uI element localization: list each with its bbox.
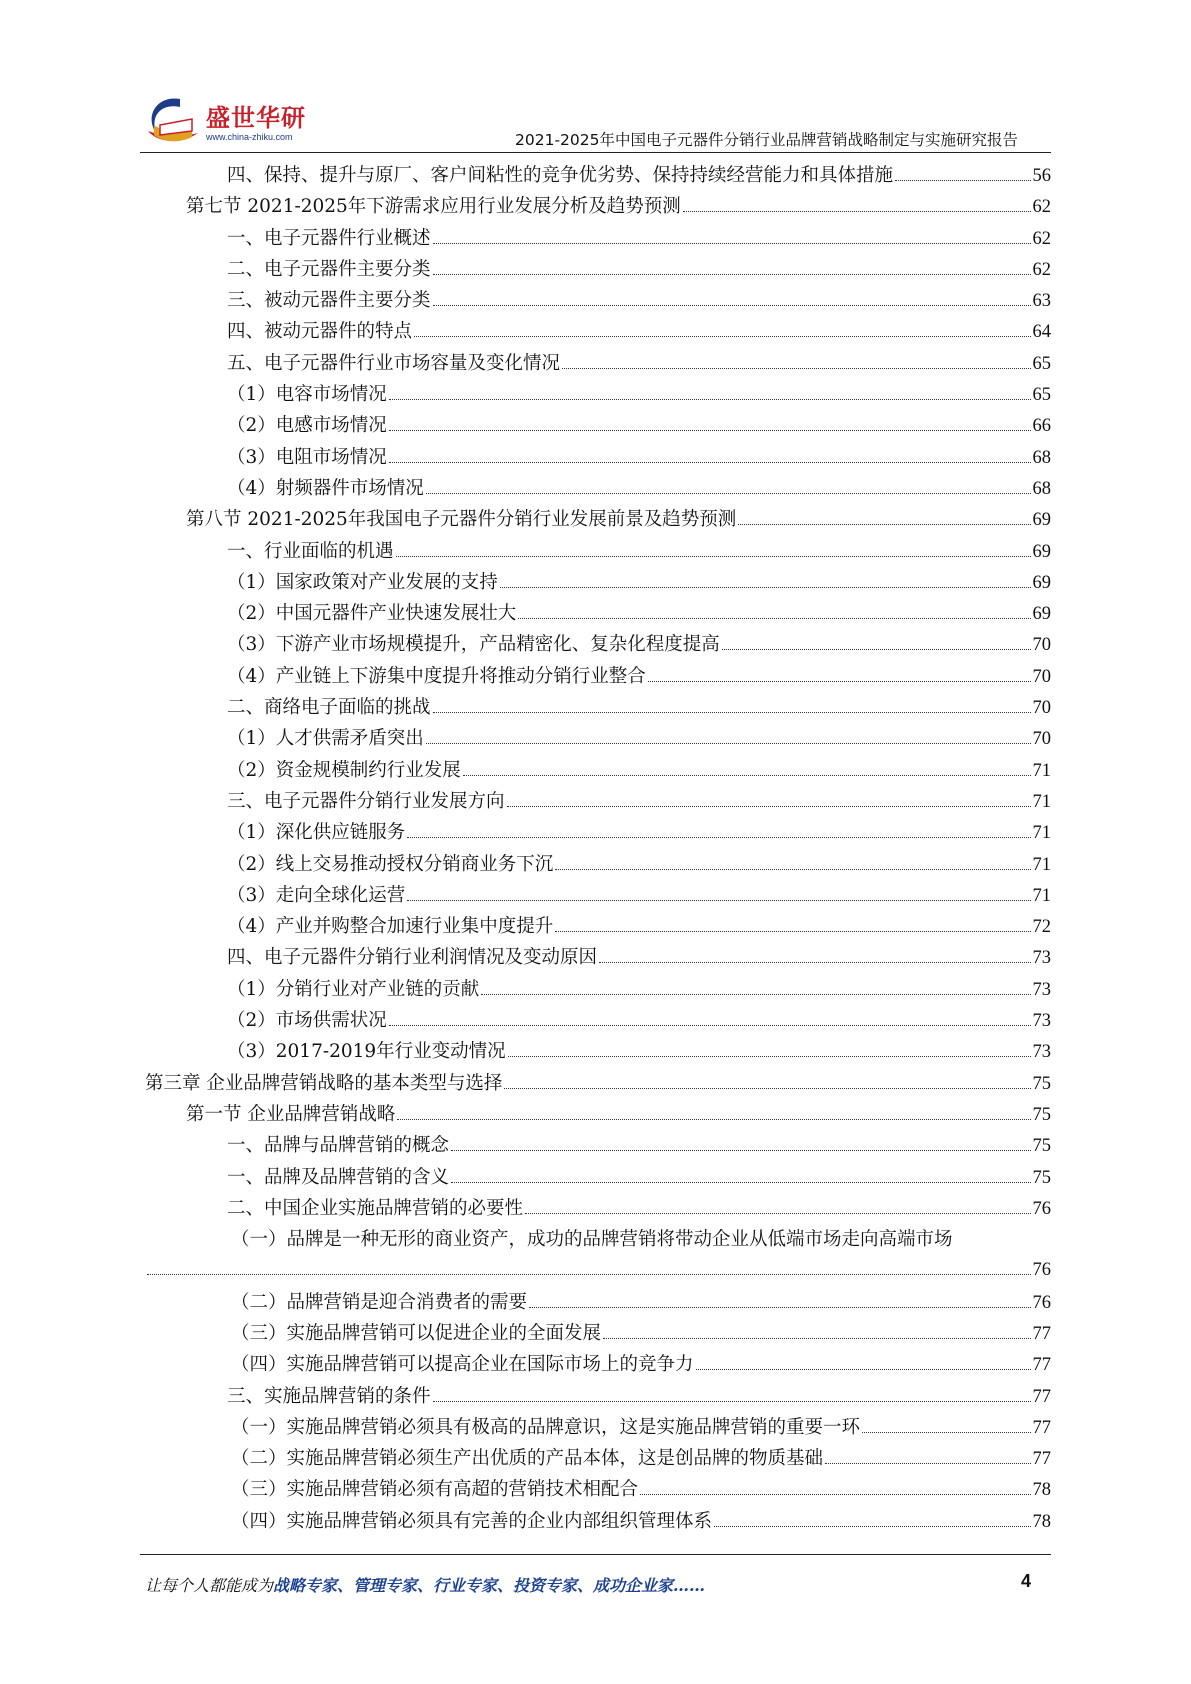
- toc-entry[interactable]: [145, 598, 1051, 629]
- toc-entry-label: （三）实施品牌营销可以促进企业的全面发展: [231, 1322, 602, 1344]
- toc-entry-label: 第八节 2021-2025年我国电子元器件分销行业发展前景及趋势预测: [186, 509, 737, 531]
- toc-entry[interactable]: [145, 316, 1051, 347]
- toc-page-number: 70: [1032, 698, 1051, 719]
- toc-entry-label: （2）资金规模制约行业发展: [227, 759, 461, 781]
- toc-leader-dots: [599, 961, 1030, 963]
- toc-page-number: 77: [1032, 1323, 1051, 1344]
- toc-page-number: 65: [1032, 353, 1051, 374]
- toc-leader-dots: [508, 1055, 1031, 1057]
- toc-entry[interactable]: [145, 1130, 1051, 1161]
- toc-entry-label: （4）产业并购整合加速行业集中度提升: [227, 916, 554, 938]
- toc-page-number: 64: [1032, 322, 1051, 343]
- toc-leader-dots: [529, 1306, 1030, 1308]
- toc-leader-dots: [640, 1493, 1030, 1495]
- toc-leader-dots: [397, 1118, 1030, 1120]
- toc-page-number: 71: [1032, 791, 1051, 812]
- toc-entry-label: （四）实施品牌营销必须具有完善的企业内部组织管理体系: [231, 1510, 713, 1532]
- toc-entry[interactable]: [145, 692, 1051, 723]
- toc-page-number: 76: [1032, 1260, 1051, 1281]
- toc-entry-label: （3）2017-2019年行业变动情况: [227, 1041, 506, 1063]
- toc-entry[interactable]: [145, 285, 1051, 316]
- toc-entry[interactable]: [145, 974, 1051, 1005]
- toc-entry-label: 五、电子元器件行业市场容量及变化情况: [227, 352, 561, 374]
- toc-entry-label: 二、商络电子面临的挑战: [227, 697, 431, 719]
- toc-page-number: 77: [1032, 1449, 1051, 1470]
- toc-page-number: 75: [1032, 1104, 1051, 1125]
- toc-page-number: 68: [1032, 447, 1051, 468]
- toc-entry[interactable]: [145, 254, 1051, 285]
- toc-page-number: 71: [1032, 885, 1051, 906]
- toc-page-number: 73: [1032, 1042, 1051, 1063]
- toc-leader-dots: [389, 429, 1031, 431]
- toc-leader-dots: [525, 1212, 1030, 1214]
- toc-entry[interactable]: [145, 1193, 1051, 1224]
- toc-leader-dots: [518, 617, 1030, 619]
- toc-entry-label: （2）市场供需状况: [227, 1010, 387, 1032]
- page-number: 4: [1020, 1571, 1031, 1591]
- toc-leader-dots: [396, 555, 1031, 557]
- toc-entry[interactable]: [145, 442, 1051, 473]
- toc-entry-label: （4）产业链上下游集中度提升将推动分销行业整合: [227, 665, 646, 687]
- toc-entry[interactable]: [145, 1099, 1051, 1130]
- toc-entry[interactable]: [145, 410, 1051, 441]
- toc-page-number: 69: [1032, 604, 1051, 625]
- header-divider: [140, 152, 1051, 153]
- toc-entry[interactable]: [145, 1162, 1051, 1193]
- toc-entry-label[interactable]: （一）品牌是一种无形的商业资产，成功的品牌营销将带动企业从低端市场走向高端市场: [231, 1229, 953, 1251]
- toc-leader-dots: [714, 1525, 1030, 1527]
- toc-page-number: 69: [1032, 541, 1051, 562]
- toc-leader-dots: [451, 1181, 1030, 1183]
- toc-entry-label: （2）电感市场情况: [227, 415, 387, 437]
- toc-leader-dots: [696, 1368, 1031, 1370]
- toc-entry[interactable]: [145, 379, 1051, 410]
- toc-leader-dots: [555, 868, 1030, 870]
- footer-divider: [140, 1554, 1051, 1555]
- toc-page-number: 70: [1032, 666, 1051, 687]
- toc-leader-dots: [426, 742, 1031, 744]
- toc-page-number: 65: [1032, 385, 1051, 406]
- toc-entry[interactable]: [145, 223, 1051, 254]
- toc-leader-dots: [433, 273, 1031, 275]
- toc-entry[interactable]: [145, 661, 1051, 692]
- toc-entry-label: 一、电子元器件行业概述: [227, 227, 431, 249]
- toc-entry[interactable]: [145, 1349, 1051, 1380]
- toc-leader-dots: [507, 805, 1031, 807]
- toc-entry-label: （1）分销行业对产业链的贡献: [227, 978, 480, 1000]
- toc-page-number: 72: [1032, 917, 1051, 938]
- toc-entry[interactable]: [145, 348, 1051, 379]
- toc-page-number: 71: [1032, 760, 1051, 781]
- toc-page-number: 73: [1032, 948, 1051, 969]
- toc-entry[interactable]: [145, 849, 1051, 880]
- toc-entry-label: （二）实施品牌营销必须生产出优质的产品本体，这是创品牌的物质基础: [231, 1448, 824, 1470]
- toc-page-number: 75: [1032, 1167, 1051, 1188]
- toc-page-number: 78: [1032, 1511, 1051, 1532]
- toc-entry-label: （2）中国元器件产业快速发展壮大: [227, 603, 517, 625]
- toc-leader-dots: [433, 304, 1031, 306]
- toc-leader-dots: [562, 367, 1030, 369]
- toc-entry[interactable]: [145, 880, 1051, 911]
- toc-entry[interactable]: [145, 1412, 1051, 1443]
- toc-page-number: 62: [1032, 259, 1051, 280]
- toc-entry-label: 二、电子元器件主要分类: [227, 258, 431, 280]
- toc-page-number: 66: [1032, 416, 1051, 437]
- logo-text: 盛世华研: [206, 104, 306, 132]
- toc-entry-label: （3）走向全球化运营: [227, 884, 406, 906]
- toc-page-number: 68: [1032, 478, 1051, 499]
- toc-page-number: 75: [1032, 1136, 1051, 1157]
- toc-page-number: 73: [1032, 1011, 1051, 1032]
- toc-entry[interactable]: [145, 1255, 1051, 1286]
- toc-entry[interactable]: [145, 755, 1051, 786]
- toc-page-number: 73: [1032, 979, 1051, 1000]
- toc-leader-dots: [414, 335, 1030, 337]
- toc-page-number: 62: [1032, 228, 1051, 249]
- toc-entry-label: 一、品牌与品牌营销的概念: [227, 1135, 450, 1157]
- toc-leader-dots: [433, 711, 1031, 713]
- toc-entry-label: （1）深化供应链服务: [227, 822, 406, 844]
- toc-entry[interactable]: [145, 536, 1051, 567]
- toc-entry-label: （4）射频器件市场情况: [227, 477, 424, 499]
- toc-entry-label: （3）电阻市场情况: [227, 446, 387, 468]
- toc-entry[interactable]: [145, 911, 1051, 942]
- toc-page-number: 76: [1032, 1292, 1051, 1313]
- toc-entry-label: （二）品牌营销是迎合消费者的需要: [231, 1291, 528, 1313]
- toc-page-number: 56: [1032, 166, 1051, 186]
- toc-leader-dots: [895, 179, 1030, 181]
- toc-leader-dots: [481, 993, 1030, 995]
- toc-entry-label: 第一节 企业品牌营销战略: [186, 1103, 396, 1125]
- toc-entry[interactable]: [145, 1506, 1051, 1537]
- toc-entry-label: （1）人才供需矛盾突出: [227, 728, 424, 750]
- table-of-contents: [145, 160, 1051, 1537]
- toc-leader-dots: [389, 461, 1031, 463]
- toc-leader-dots: [862, 1431, 1030, 1433]
- toc-entry-label: （三）实施品牌营销必须有高超的营销技术相配合: [231, 1479, 639, 1501]
- toc-entry[interactable]: [145, 191, 1051, 222]
- toc-leader-dots: [407, 899, 1030, 901]
- toc-page-number: 70: [1032, 635, 1051, 656]
- toc-entry[interactable]: [145, 567, 1051, 598]
- toc-page-number: 77: [1032, 1386, 1051, 1407]
- toc-leader-dots: [722, 648, 1031, 650]
- toc-page-number: 75: [1032, 1073, 1051, 1094]
- toc-entry[interactable]: [145, 1474, 1051, 1505]
- toc-entry-label: （1）国家政策对产业发展的支持: [227, 571, 498, 593]
- toc-entry[interactable]: [145, 1318, 1051, 1349]
- toc-entry[interactable]: [145, 1443, 1051, 1474]
- toc-entry-label: 第三章 企业品牌营销战略的基本类型与选择: [145, 1072, 503, 1094]
- toc-entry[interactable]: [145, 1005, 1051, 1036]
- toc-entry[interactable]: [145, 1287, 1051, 1318]
- toc-entry-label: 三、被动元器件主要分类: [227, 290, 431, 312]
- toc-entry[interactable]: [145, 504, 1051, 535]
- toc-entry[interactable]: [145, 1036, 1051, 1067]
- toc-entry[interactable]: [145, 723, 1051, 754]
- toc-entry-label: （2）线上交易推动授权分销商业务下沉: [227, 853, 554, 875]
- toc-leader-dots: [683, 210, 1031, 212]
- toc-entry-label: 一、行业面临的机遇: [227, 540, 394, 562]
- toc-leader-dots: [147, 1273, 1031, 1275]
- toc-entry[interactable]: [145, 942, 1051, 973]
- logo-url: www.china-zhiku.com: [206, 132, 293, 142]
- toc-page-number: 71: [1032, 854, 1051, 875]
- toc-entry-label: （1）电容市场情况: [227, 384, 387, 406]
- toc-leader-dots: [433, 242, 1031, 244]
- toc-page-number: 62: [1032, 197, 1051, 218]
- toc-page-number: 76: [1032, 1198, 1051, 1219]
- toc-leader-dots: [504, 1087, 1030, 1089]
- toc-entry[interactable]: [145, 1068, 1051, 1099]
- toc-page-number: 77: [1032, 1355, 1051, 1376]
- toc-leader-dots: [433, 1400, 1031, 1402]
- toc-entry[interactable]: [145, 473, 1051, 504]
- toc-entry-label: 四、保持、提升与原厂、客户间粘性的竞争优劣势、保持持续经营能力和具体措施: [227, 165, 894, 186]
- toc-entry-label: 四、被动元器件的特点: [227, 321, 413, 343]
- toc-entry[interactable]: [145, 817, 1051, 848]
- toc-entry[interactable]: [145, 160, 1051, 191]
- toc-leader-dots: [389, 1024, 1031, 1026]
- toc-leader-dots: [407, 836, 1030, 838]
- toc-leader-dots: [426, 492, 1031, 494]
- toc-entry-label: （一）实施品牌营销必须具有极高的品牌意识，这是实施品牌营销的重要一环: [231, 1416, 861, 1438]
- toc-page-number: 63: [1032, 291, 1051, 312]
- toc-entry[interactable]: [145, 629, 1051, 660]
- toc-page-number: 71: [1032, 823, 1051, 844]
- report-title: 2021-2025年中国电子元器件分销行业品牌营销战略制定与实施研究报告: [515, 131, 1018, 149]
- toc-entry-label: 一、品牌及品牌营销的含义: [227, 1166, 450, 1188]
- toc-entry-label: 二、中国企业实施品牌营销的必要性: [227, 1197, 524, 1219]
- toc-leader-dots: [825, 1462, 1030, 1464]
- toc-leader-dots: [463, 774, 1031, 776]
- footer-slogan-prefix: 让每个人都能成为: [145, 1576, 274, 1595]
- toc-entry[interactable]: [145, 786, 1051, 817]
- toc-page-number: 69: [1032, 510, 1051, 531]
- toc-page-number: 69: [1032, 572, 1051, 593]
- toc-leader-dots: [738, 523, 1030, 525]
- toc-leader-dots: [500, 586, 1031, 588]
- toc-leader-dots: [451, 1149, 1030, 1151]
- toc-entry-label: （3）下游产业市场规模提升，产品精密化、复杂化程度提高: [227, 634, 720, 656]
- toc-page-number: 78: [1032, 1480, 1051, 1501]
- toc-leader-dots: [648, 680, 1031, 682]
- toc-page-number: 77: [1032, 1417, 1051, 1438]
- toc-entry-label: 三、实施品牌营销的条件: [227, 1385, 431, 1407]
- toc-entry-label: 第七节 2021-2025年下游需求应用行业发展分析及趋势预测: [186, 196, 681, 218]
- toc-entry-label: （四）实施品牌营销可以提高企业在国际市场上的竞争力: [231, 1354, 694, 1376]
- footer-slogan-highlight: 战略专家、管理专家、行业专家、投资专家、成功企业家……: [273, 1576, 706, 1595]
- toc-entry[interactable]: [145, 1381, 1051, 1412]
- toc-leader-dots: [603, 1337, 1030, 1339]
- toc-leader-dots: [389, 398, 1031, 400]
- toc-leader-dots: [555, 930, 1030, 932]
- toc-page-number: 70: [1032, 729, 1051, 750]
- toc-entry-label: 三、电子元器件分销行业发展方向: [227, 790, 505, 812]
- toc-entry-label: 四、电子元器件分销行业利润情况及变动原因: [227, 947, 598, 969]
- footer-slogan: [145, 1573, 705, 1596]
